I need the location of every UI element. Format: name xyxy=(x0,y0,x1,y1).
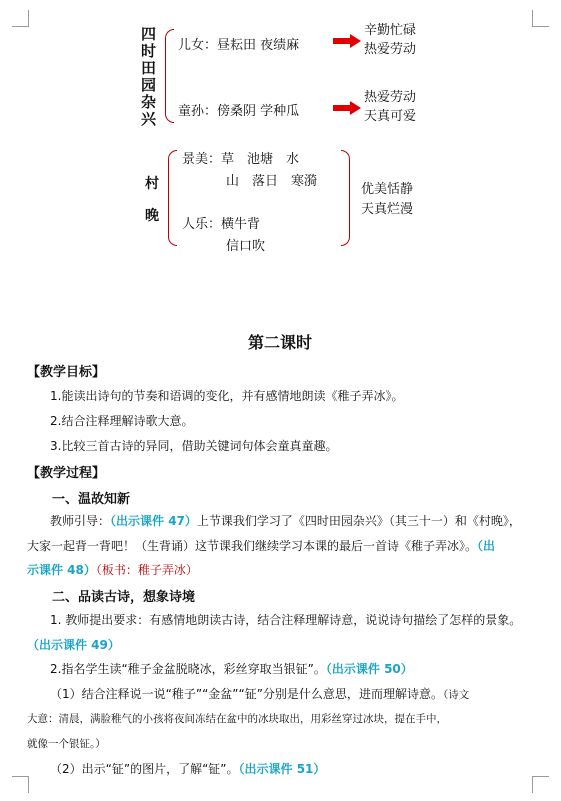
goal-item: 3.比较三首古诗的异同，借助关键词句体会童真童趣。 xyxy=(50,439,338,453)
row-text: 昼耘田 夜绩麻 xyxy=(217,38,300,53)
arrow-icon xyxy=(333,101,361,115)
row-text: 傍桑阴 学种瓜 xyxy=(217,104,300,119)
people-text: 横牛背 xyxy=(221,217,261,232)
text-span: （诗文 xyxy=(442,689,470,701)
paragraph-line: 就像一个银钲。） xyxy=(27,738,106,750)
poem2-title-char: 晚 xyxy=(145,208,160,224)
board-note: （板书：稚子弄冰） xyxy=(95,563,198,577)
section-heading: 二、品读古诗，想象诗境 xyxy=(52,590,196,605)
title-char: 四 xyxy=(141,25,158,43)
poem2-scenery-line1 xyxy=(182,148,299,167)
result-line: 天真可爱 xyxy=(364,109,417,124)
courseware-ref: （出示课件 51） xyxy=(238,762,326,776)
poem2-people-line2: 信口吹 xyxy=(226,239,266,254)
text-span: 2.指名学生读“稚子金盆脱晓冰，彩丝穿取当银钲”。 xyxy=(50,662,326,676)
text-span: 教师引导： xyxy=(50,514,111,528)
poem2-people-line1 xyxy=(182,213,260,232)
result-line: 天真烂漫 xyxy=(361,202,414,217)
goal-item: 1.能读出诗句的节奏和语调的变化，并有感情地朗读《稚子弄冰》。 xyxy=(50,389,404,403)
people-label: 人乐： xyxy=(182,217,222,232)
paragraph-line xyxy=(50,660,413,677)
text-span: （2）出示“钲”的图片，了解“钲”。 xyxy=(50,762,239,776)
goal-item: 2.结合注释理解诗歌大意。 xyxy=(50,414,194,428)
section-heading: 一、温故知新 xyxy=(52,492,131,507)
paragraph-line: 大意：清晨，满脸稚气的小孩将夜间冻结在盆中的冰块取出，用彩丝穿过冰块，提在手中， xyxy=(27,713,447,725)
poem2-left-brace xyxy=(168,150,177,246)
poem1-row2-result xyxy=(364,88,416,126)
result-line: 辛勤忙碌 xyxy=(364,23,417,38)
lesson-title: 第二课时 xyxy=(248,333,313,352)
courseware-ref: （出示课件 50） xyxy=(325,662,413,676)
paragraph-line xyxy=(50,512,521,529)
poem1-row1 xyxy=(178,34,299,53)
scenery-label: 景美： xyxy=(182,152,222,167)
title-char: 田 xyxy=(141,59,158,77)
paragraph-line xyxy=(50,760,325,777)
courseware-ref: （出示课件 47） xyxy=(110,514,197,528)
arrow-icon xyxy=(333,34,361,48)
title-char: 杂 xyxy=(141,93,158,111)
scenery-text: 草 池塘 水 xyxy=(221,152,300,167)
poem2-scenery-line2: 山 落日 寒漪 xyxy=(226,174,318,189)
paragraph-line xyxy=(27,561,198,578)
poem2-right-brace xyxy=(341,150,350,246)
title-char: 时 xyxy=(141,42,158,60)
poem1-left-brace xyxy=(165,29,174,123)
row-label: 儿女： xyxy=(178,38,218,53)
goals-header: 【教学目标】 xyxy=(27,365,106,380)
title-char: 兴 xyxy=(141,110,158,128)
text-span: 大家一起背一背吧！（生背诵）这节课我们继续学习本课的最后一首诗《稚子弄冰》。 xyxy=(27,539,478,553)
poem2-result xyxy=(361,180,413,220)
page-corner-mark xyxy=(12,776,29,793)
paragraph-line xyxy=(50,685,469,702)
poem1-vertical-title xyxy=(141,26,157,128)
page-corner-mark xyxy=(532,10,549,27)
paragraph-line xyxy=(27,537,495,554)
courseware-ref: 示课件 48） xyxy=(27,563,96,577)
result-line: 热爱劳动 xyxy=(364,42,417,57)
process-header: 【教学过程】 xyxy=(27,466,106,481)
row-label: 童孙： xyxy=(178,104,218,119)
poem1-row2 xyxy=(178,100,299,119)
paragraph-line: 1. 教师提出要求：有感情地朗读古诗，结合注释理解诗意，说说诗句描绘了怎样的景象。 xyxy=(50,613,522,627)
text-span: （1）结合注释说一说“稚子”“金盆”“钲”分别是什么意思，进而理解诗意。 xyxy=(50,687,443,701)
page-corner-mark xyxy=(12,10,29,27)
courseware-ref: （出示课件 49） xyxy=(27,638,120,652)
poem1-row1-result xyxy=(364,21,416,59)
result-line: 热爱劳动 xyxy=(364,90,417,105)
text-span: 上节课我们学习了《四时田园杂兴》（其三十一）和《村晚》， xyxy=(196,514,521,528)
courseware-ref: （出 xyxy=(477,539,496,553)
result-line: 优美恬静 xyxy=(361,182,414,197)
title-char: 园 xyxy=(141,76,158,94)
poem2-title-char: 村 xyxy=(145,176,160,192)
page-corner-mark xyxy=(532,776,549,793)
